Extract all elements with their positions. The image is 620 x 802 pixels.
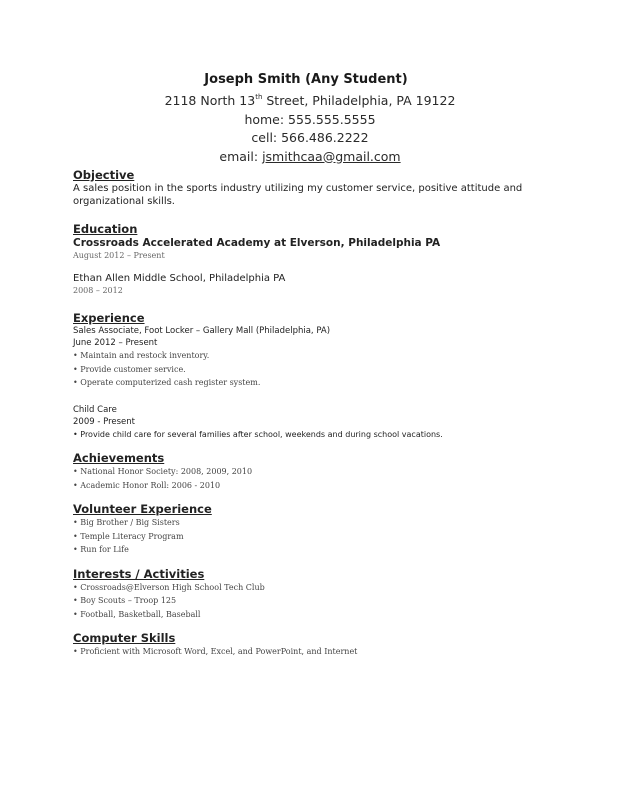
school-dates: August 2012 – Present bbox=[73, 251, 165, 260]
objective-text: A sales position in the sports industry utilizing my customer service, positive attitude and organizational skills. bbox=[73, 183, 523, 207]
address-street-number: 2118 North 13 bbox=[164, 93, 256, 108]
home-phone: home: 555.555.5555 bbox=[244, 111, 376, 127]
objective-heading: Objective bbox=[73, 168, 135, 182]
job-duty: • Provide customer service. bbox=[73, 364, 186, 374]
achievements-heading: Achievements bbox=[73, 451, 165, 465]
education-heading: Education bbox=[73, 222, 138, 236]
job-dates: 2009 - Present bbox=[73, 416, 135, 427]
volunteer-item: • Temple Literacy Program bbox=[73, 531, 184, 541]
resume-header bbox=[0, 71, 620, 166]
achievement-item: • Academic Honor Roll: 2006 - 2010 bbox=[73, 480, 221, 490]
email-link[interactable]: jsmithcaa@gmail.com bbox=[262, 148, 401, 164]
interest-item: • Crossroads@Elverson High School Tech Club bbox=[73, 582, 265, 592]
education-section bbox=[73, 222, 543, 297]
address-line bbox=[0, 88, 620, 111]
cell-phone: cell: 566.486.2222 bbox=[251, 130, 369, 145]
job-dates: June 2012 – Present bbox=[73, 338, 158, 348]
interests-heading: Interests / Activities bbox=[73, 566, 205, 581]
address-rest: Street, Philadelphia, PA 19122 bbox=[262, 93, 456, 108]
skills-section bbox=[73, 631, 543, 659]
school-dates: 2008 – 2012 bbox=[73, 286, 123, 295]
objective-section bbox=[73, 168, 543, 208]
school-name: Crossroads Accelerated Academy at Elverson, Philadelphia PA bbox=[73, 237, 441, 249]
resume-body bbox=[73, 168, 543, 659]
interests-section bbox=[73, 567, 543, 622]
job-duty: • Provide child care for several families after school, weekends and during school vacations. bbox=[73, 429, 443, 439]
achievement-item: • National Honor Society: 2008, 2009, 2010 bbox=[73, 467, 253, 476]
volunteer-heading: Volunteer Experience bbox=[73, 502, 212, 516]
experience-section bbox=[73, 311, 543, 441]
job-duty: • Operate computerized cash register system. bbox=[73, 378, 261, 387]
address-ordinal-suffix: th bbox=[255, 93, 263, 101]
email-label: email: bbox=[219, 148, 263, 164]
volunteer-item: • Run for Life bbox=[73, 545, 129, 554]
applicant-name: Joseph Smith (Any Student) bbox=[204, 72, 408, 87]
skill-item: • Proficient with Microsoft Word, Excel, and PowerPoint, and Internet bbox=[73, 647, 358, 656]
achievements-section bbox=[73, 451, 543, 492]
job-duty: • Maintain and restock inventory. bbox=[73, 351, 210, 360]
email-line bbox=[0, 148, 620, 167]
interest-item: • Boy Scouts – Troop 125 bbox=[73, 596, 177, 605]
skills-heading: Computer Skills bbox=[73, 631, 176, 645]
job-title: Child Care bbox=[73, 404, 117, 415]
job-title: Sales Associate, Foot Locker – Gallery Mall (Philadelphia, PA) bbox=[73, 326, 331, 336]
interest-item: • Football, Basketball, Baseball bbox=[73, 609, 201, 619]
volunteer-section bbox=[73, 502, 543, 557]
school-name: Ethan Allen Middle School, Philadelphia PA bbox=[73, 273, 286, 284]
volunteer-item: • Big Brother / Big Sisters bbox=[73, 518, 180, 527]
experience-heading: Experience bbox=[73, 311, 145, 325]
